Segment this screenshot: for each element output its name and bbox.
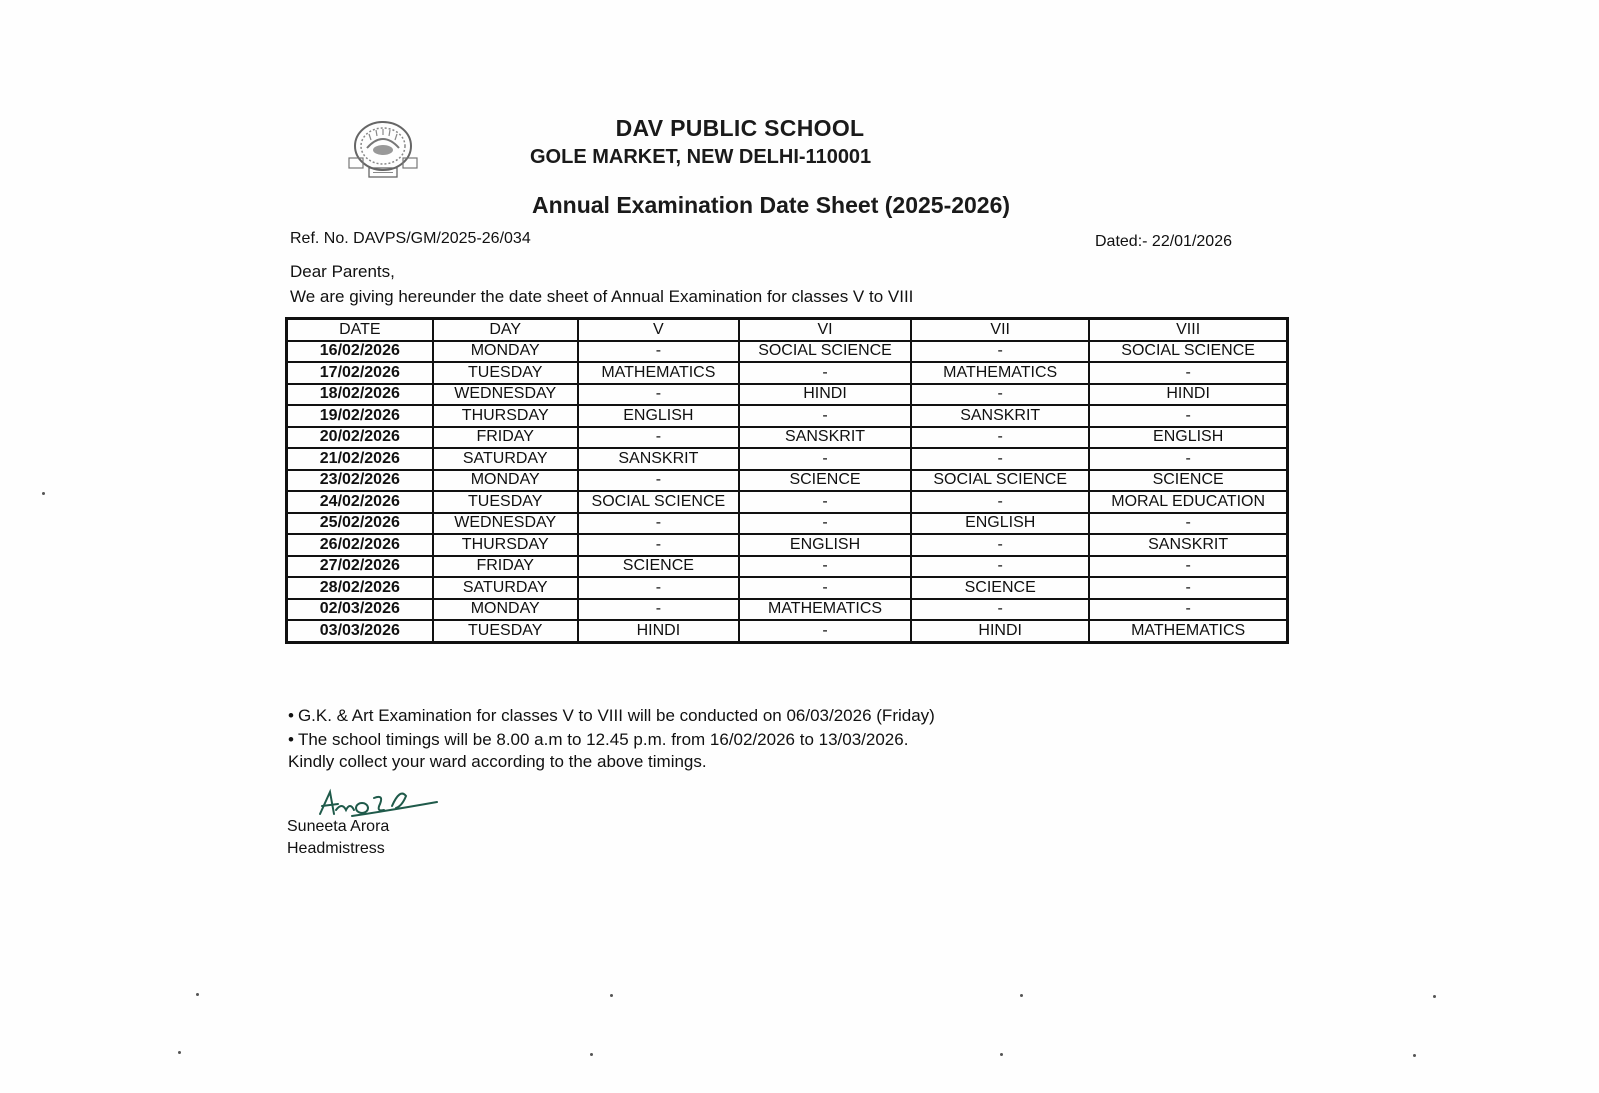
cell-class-viii: -	[1089, 599, 1287, 621]
cell-date: 21/02/2026	[287, 448, 433, 470]
table-row	[287, 384, 1288, 406]
cell-class-vi: -	[739, 556, 911, 578]
cell-class-v: -	[578, 470, 739, 492]
document-date: Dated:- 22/01/2026	[1095, 233, 1232, 250]
scan-speck	[196, 993, 199, 996]
cell-class-v: -	[578, 384, 739, 406]
cell-class-viii: SOCIAL SCIENCE	[1089, 341, 1287, 363]
cell-class-viii: -	[1089, 405, 1287, 427]
table-row	[287, 534, 1288, 556]
intro-text: We are giving hereunder the date sheet of Annual Examination for classes V to VIII	[290, 287, 914, 306]
cell-class-vi: -	[739, 491, 911, 513]
scan-speck	[1000, 1053, 1003, 1056]
table-body	[287, 341, 1288, 643]
scan-speck	[42, 492, 45, 495]
table-row	[287, 341, 1288, 363]
cell-day: WEDNESDAY	[433, 384, 578, 406]
cell-class-viii: -	[1089, 448, 1287, 470]
cell-date: 28/02/2026	[287, 577, 433, 599]
bullet: •	[288, 706, 294, 725]
bullet: •	[288, 730, 294, 749]
table-row	[287, 362, 1288, 384]
cell-class-vi: -	[739, 513, 911, 535]
note-collect-ward: Kindly collect your ward according to the above timings.	[288, 752, 707, 771]
cell-class-v: -	[578, 513, 739, 535]
cell-class-vii: HINDI	[911, 620, 1089, 642]
cell-class-vi: -	[739, 405, 911, 427]
table-row	[287, 491, 1288, 513]
salutation: Dear Parents,	[290, 262, 395, 281]
cell-class-vi: ENGLISH	[739, 534, 911, 556]
cell-day: TUESDAY	[433, 620, 578, 642]
cell-class-vii: -	[911, 599, 1089, 621]
cell-class-v: SCIENCE	[578, 556, 739, 578]
column-header-class-viii: VIII	[1089, 319, 1287, 341]
cell-class-vii: -	[911, 427, 1089, 449]
cell-day: MONDAY	[433, 599, 578, 621]
cell-class-viii: -	[1089, 556, 1287, 578]
scan-speck	[610, 994, 613, 997]
cell-class-vii: ENGLISH	[911, 513, 1089, 535]
cell-class-viii: SCIENCE	[1089, 470, 1287, 492]
column-header-class-vii: VII	[911, 319, 1089, 341]
signatory-name: Suneeta Arora	[287, 818, 390, 835]
school-name: DAV PUBLIC SCHOOL	[615, 115, 865, 141]
note-gk-art-exam	[288, 706, 935, 726]
cell-class-vi: SOCIAL SCIENCE	[739, 341, 911, 363]
cell-date: 17/02/2026	[287, 362, 433, 384]
cell-day: TUESDAY	[433, 362, 578, 384]
cell-date: 02/03/2026	[287, 599, 433, 621]
cell-date: 16/02/2026	[287, 341, 433, 363]
cell-class-vii: -	[911, 534, 1089, 556]
note-text: The school timings will be 8.00 a.m to 12.45 p.m. from 16/02/2026 to 13/03/2026.	[297, 730, 909, 749]
cell-class-vii: SOCIAL SCIENCE	[911, 470, 1089, 492]
cell-class-v: -	[578, 427, 739, 449]
school-address: GOLE MARKET, NEW DELHI-110001	[530, 146, 872, 168]
table-row	[287, 620, 1288, 642]
cell-class-v: ENGLISH	[578, 405, 739, 427]
note-text: G.K. & Art Examination for classes V to VIII will be conducted on 06/03/2026 (Friday)	[297, 706, 935, 725]
cell-day: FRIDAY	[433, 556, 578, 578]
cell-class-viii: MORAL EDUCATION	[1089, 491, 1287, 513]
cell-class-viii: HINDI	[1089, 384, 1287, 406]
table-row	[287, 513, 1288, 535]
cell-day: SATURDAY	[433, 577, 578, 599]
cell-class-v: -	[578, 341, 739, 363]
cell-class-vi: -	[739, 362, 911, 384]
document-title: Annual Examination Date Sheet (2025-2026)	[532, 192, 1011, 218]
cell-day: THURSDAY	[433, 534, 578, 556]
scan-speck	[1433, 995, 1436, 998]
cell-class-v: HINDI	[578, 620, 739, 642]
cell-date: 26/02/2026	[287, 534, 433, 556]
reference-number: Ref. No. DAVPS/GM/2025-26/034	[290, 230, 531, 247]
cell-date: 27/02/2026	[287, 556, 433, 578]
cell-date: 20/02/2026	[287, 427, 433, 449]
cell-date: 23/02/2026	[287, 470, 433, 492]
scan-speck	[1020, 994, 1023, 997]
column-header-day: DAY	[433, 319, 578, 341]
cell-class-vi: -	[739, 448, 911, 470]
table-row	[287, 427, 1288, 449]
cell-class-viii: -	[1089, 513, 1287, 535]
table-row	[287, 448, 1288, 470]
table-header-row	[287, 319, 1288, 341]
cell-date: 19/02/2026	[287, 405, 433, 427]
cell-class-viii: ENGLISH	[1089, 427, 1287, 449]
cell-class-viii: SANSKRIT	[1089, 534, 1287, 556]
cell-class-vi: SCIENCE	[739, 470, 911, 492]
column-header-class-vi: VI	[739, 319, 911, 341]
cell-day: SATURDAY	[433, 448, 578, 470]
column-header-class-v: V	[578, 319, 739, 341]
cell-date: 25/02/2026	[287, 513, 433, 535]
cell-day: THURSDAY	[433, 405, 578, 427]
note-school-timings	[288, 730, 908, 750]
cell-day: FRIDAY	[433, 427, 578, 449]
cell-class-vi: -	[739, 577, 911, 599]
date-sheet-table	[285, 317, 1289, 644]
scan-speck	[178, 1051, 181, 1054]
cell-day: MONDAY	[433, 470, 578, 492]
cell-class-v: -	[578, 534, 739, 556]
cell-day: MONDAY	[433, 341, 578, 363]
table-row	[287, 470, 1288, 492]
cell-class-v: SANSKRIT	[578, 448, 739, 470]
cell-class-vi: MATHEMATICS	[739, 599, 911, 621]
scan-speck	[590, 1053, 593, 1056]
table-row	[287, 577, 1288, 599]
cell-day: WEDNESDAY	[433, 513, 578, 535]
cell-class-vii: -	[911, 491, 1089, 513]
table-row	[287, 599, 1288, 621]
cell-class-vii: -	[911, 448, 1089, 470]
cell-class-v: -	[578, 577, 739, 599]
cell-class-vi: -	[739, 620, 911, 642]
scan-speck	[1413, 1054, 1416, 1057]
cell-class-vii: SCIENCE	[911, 577, 1089, 599]
column-header-date: DATE	[287, 319, 433, 341]
cell-class-vii: SANSKRIT	[911, 405, 1089, 427]
cell-date: 24/02/2026	[287, 491, 433, 513]
cell-class-v: MATHEMATICS	[578, 362, 739, 384]
table-row	[287, 405, 1288, 427]
cell-date: 18/02/2026	[287, 384, 433, 406]
cell-class-vii: -	[911, 384, 1089, 406]
cell-class-vi: HINDI	[739, 384, 911, 406]
cell-class-viii: MATHEMATICS	[1089, 620, 1287, 642]
table-row	[287, 556, 1288, 578]
cell-class-vii: -	[911, 556, 1089, 578]
cell-class-viii: -	[1089, 577, 1287, 599]
cell-class-vii: -	[911, 341, 1089, 363]
cell-date: 03/03/2026	[287, 620, 433, 642]
cell-class-vii: MATHEMATICS	[911, 362, 1089, 384]
cell-class-viii: -	[1089, 362, 1287, 384]
cell-class-v: -	[578, 599, 739, 621]
cell-class-v: SOCIAL SCIENCE	[578, 491, 739, 513]
cell-day: TUESDAY	[433, 491, 578, 513]
cell-class-vi: SANSKRIT	[739, 427, 911, 449]
signatory-title: Headmistress	[287, 840, 385, 857]
